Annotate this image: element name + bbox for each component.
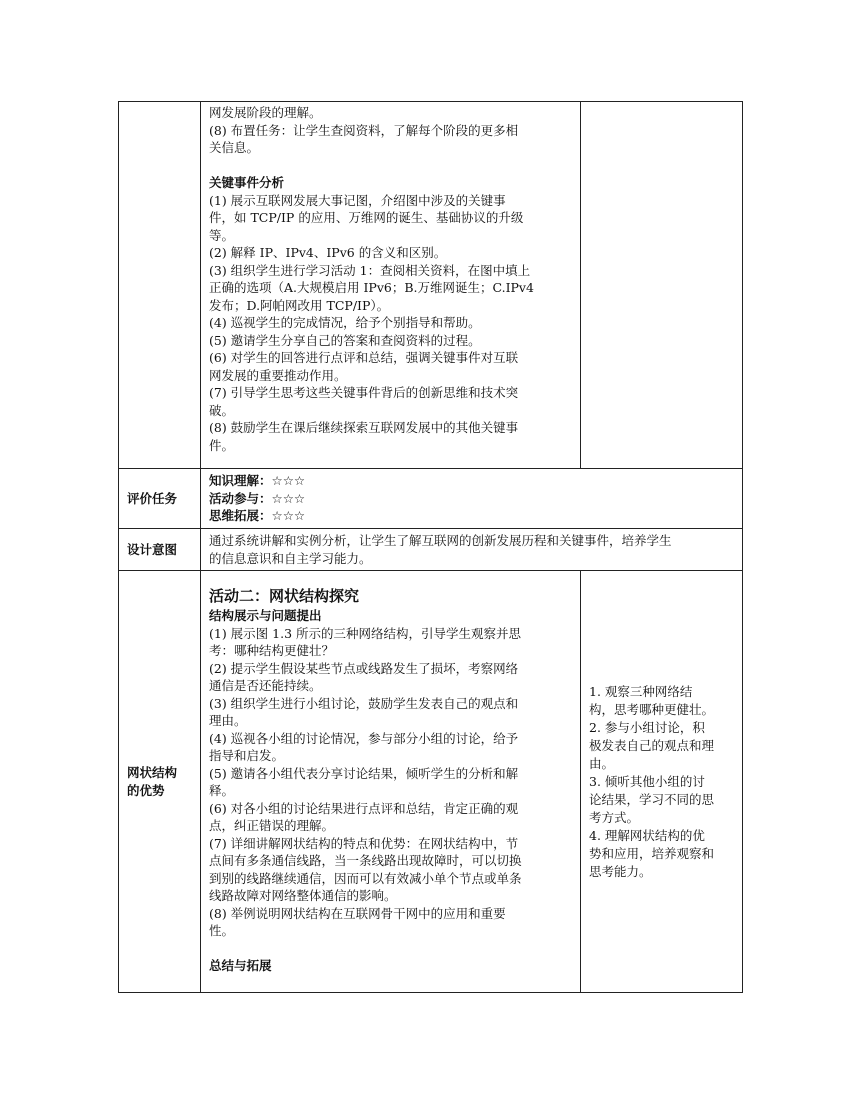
list-item: (6) 对各小组的讨论结果进行点评和总结，肯定正确的观 [209,800,519,816]
list-item: (7) 引导学生思考这些关键事件背后的创新思维和技术突 [209,385,519,400]
list-item: (1) 展示互联网发展大事记图，介绍图中涉及的关键事 [209,192,506,208]
student-item: 1. 观察三种网络结 [589,683,693,699]
list-item: 正确的选项（A.大规模启用 IPv6；B.万维网诞生；C.IPv4 [209,280,534,295]
student-item: 3. 倾听其他小组的讨 [589,773,705,789]
list-item: 网发展的重要推动作用。 [209,367,347,383]
evaluation-row [119,469,743,529]
student-activity-cell [581,571,743,993]
list-item: 指导和启发。 [209,748,285,763]
list-item: 点间有多条通信线路，当一条线路出现故障时，可以切换 [209,853,522,868]
list-item: 件，如 TCP/IP 的应用、万维网的诞生、基础协议的升级 [209,210,524,225]
label-line: 网状结构 [127,764,178,780]
evaluation-content [201,469,743,529]
student-item: 势和应用，培养观察和 [589,845,715,861]
text-line: (8) 布置任务：让学生查阅资料，了解每个阶段的更多相 [209,122,519,138]
activity2-content [201,571,581,993]
text-line: 网发展阶段的理解。 [209,105,322,120]
section-heading: 关键事件分析 [209,175,285,190]
list-item: (3) 组织学生进行小组讨论，鼓励学生发表自己的观点和 [209,695,519,711]
evaluation-label: 评价任务 [119,469,201,529]
list-item: 考：哪种结构更健壮？ [209,643,335,658]
list-item: 破。 [209,402,235,418]
list-item: (5) 邀请学生分享自己的答案和查阅资料的过程。 [209,332,481,348]
student-item: 极发表自己的观点和理 [589,737,715,753]
text-line: 的信息意识和自主学习能力。 [209,550,372,566]
list-item: (6) 对学生的回答进行点评和总结，强调关键事件对互联 [209,350,519,365]
list-item: 理由。 [209,713,247,728]
evaluation-item: 知识理解：☆☆☆ [209,473,306,489]
student-item: 思考能力。 [589,863,652,879]
student-item: 2. 参与小组讨论，积 [589,719,705,735]
label-line: 的优势 [127,782,165,798]
student-item: 由。 [589,755,615,771]
student-item: 4. 理解网状结构的优 [589,827,705,843]
list-item: 点，纠正错误的理解。 [209,818,335,833]
design-content [201,529,743,571]
activity2-row [119,571,743,993]
list-item: 性。 [209,923,235,938]
list-item: (4) 巡视各小组的讨论情况，参与部分小组的讨论，给予 [209,730,519,746]
star-rating: ☆☆☆ [271,473,306,489]
lesson-plan-table [118,101,743,993]
text-line: 通过系统讲解和实例分析，让学生了解互联网的创新发展历程和关键事件，培养学生 [209,533,672,548]
text-line: 关信息。 [209,140,260,155]
evaluation-item: 思维拓展：☆☆☆ [209,508,306,524]
list-item: (1) 展示图 1.3 所示的三种网络结构，引导学生观察并思 [209,625,522,641]
row1-student-cell [581,102,743,469]
list-item: (3) 组织学生进行学习活动 1：查阅相关资料，在图中填上 [209,262,531,278]
list-item: 等。 [209,227,235,243]
section-heading: 结构展示与问题提出 [209,608,322,623]
list-item: 释。 [209,783,235,798]
list-item: (2) 解释 IP、IPv4、IPv6 的含义和区别。 [209,245,447,260]
list-item: 发布；D.阿帕网改用 TCP/IP）。 [209,297,390,313]
list-item: (2) 提示学生假设某些节点或线路发生了损坏，考察网络 [209,660,519,676]
student-item: 构，思考哪种更健壮。 [589,701,715,717]
activity2-label [119,571,201,993]
list-item: 到别的线路继续通信，因而可以有效减小单个节点或单条 [209,870,522,886]
design-label: 设计意图 [119,529,201,571]
list-item: 件。 [209,437,235,453]
list-item: (8) 举例说明网状结构在互联网骨干网中的应用和重要 [209,905,506,921]
list-item: (5) 邀请各小组代表分享讨论结果，倾听学生的分析和解 [209,765,519,781]
row1-content-cell [201,102,581,469]
evaluation-item: 活动参与：☆☆☆ [209,490,306,506]
list-item: (4) 巡视学生的完成情况，给予个别指导和帮助。 [209,315,481,330]
list-item: 通信是否还能持续。 [209,678,322,693]
design-intent-row [119,529,743,571]
section-heading: 总结与拓展 [209,958,272,973]
row1-label-cell [119,102,201,469]
student-item: 考方式。 [589,809,640,825]
star-rating: ☆☆☆ [271,508,306,524]
teaching-process-row [119,102,743,469]
activity-title: 活动二：网状结构探究 [209,587,360,605]
list-item: (8) 鼓励学生在课后继续探索互联网发展中的其他关键事 [209,420,519,435]
list-item: 线路故障对网络整体通信的影响。 [209,888,397,903]
student-item: 论结果，学习不同的思 [589,791,715,807]
list-item: (7) 详细讲解网状结构的特点和优势：在网状结构中，节 [209,835,519,851]
star-rating: ☆☆☆ [271,490,306,506]
